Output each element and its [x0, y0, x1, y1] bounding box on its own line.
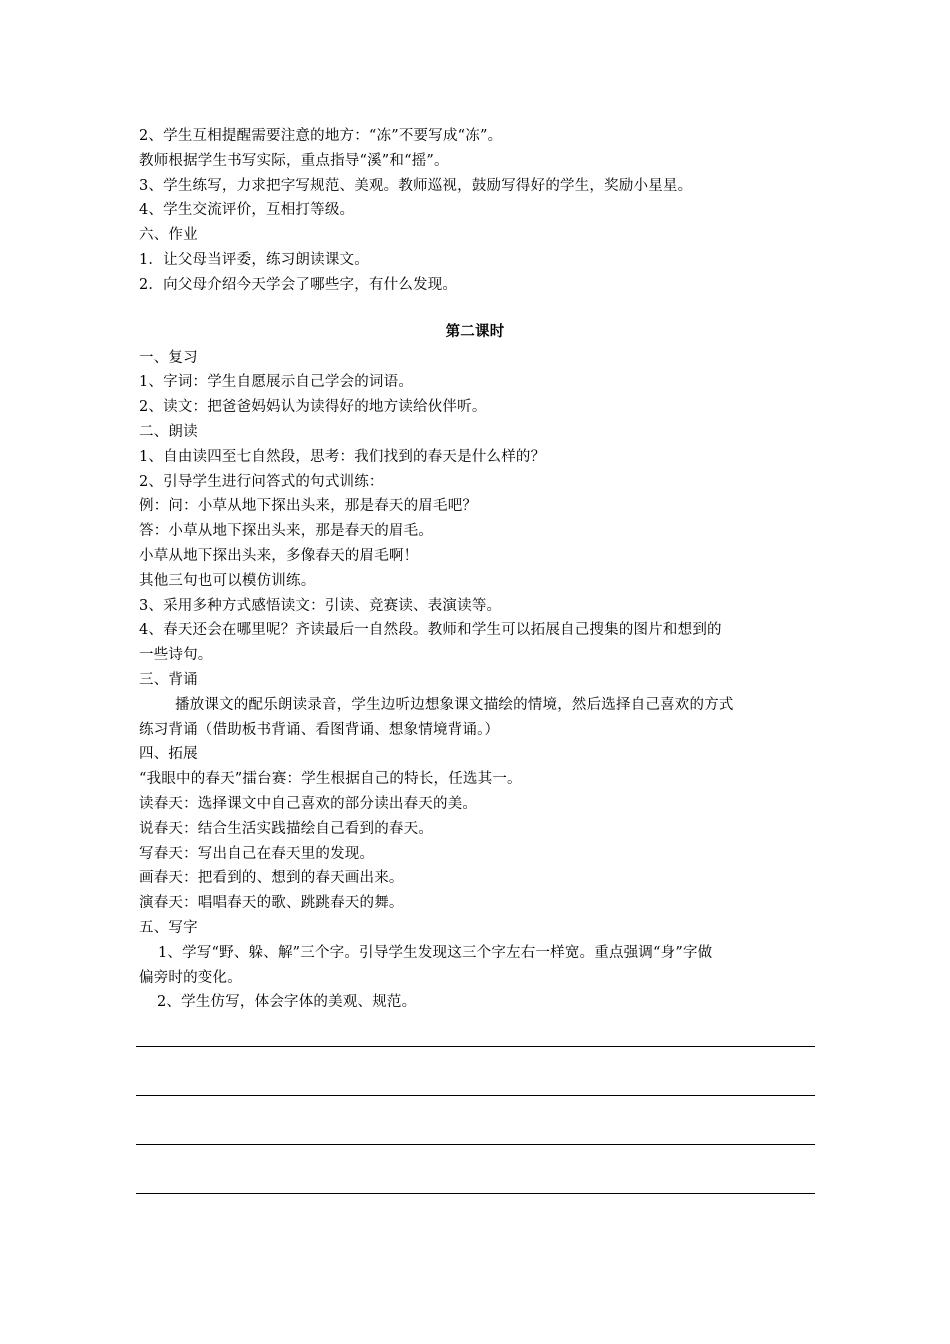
- text-line: 写春天：写出自己在春天里的发现。: [139, 845, 375, 862]
- text-line: 3、学生练写，力求把字写规范、美观。教师巡视，鼓励写得好的学生，奖励小星星。: [139, 177, 693, 194]
- text-line: 1．让父母当评委，练习朗读课文。: [139, 251, 369, 268]
- text-line: 1、学写“野、躲、解”三个字。引导学生发现这三个字左右一样宽。重点强调“身”字做: [158, 944, 713, 961]
- text-line: 其他三句也可以模仿训练。: [139, 572, 316, 589]
- writing-line: [136, 1193, 815, 1194]
- text-line: 答：小草从地下探出头来，那是春天的眉毛。: [139, 523, 433, 540]
- text-line: 3、采用多种方式感悟读文：引读、竞赛读、表演读等。: [139, 597, 502, 614]
- lesson-title: 第二课时: [445, 322, 505, 340]
- text-line: 4、春天还会在哪里呢？齐读最后一自然段。教师和学生可以拓展自己搜集的图片和想到的: [139, 622, 722, 639]
- text-line: 练习背诵（借助板书背诵、看图背诵、想象情境背诵。）: [139, 721, 500, 738]
- text-line: 画春天：把看到的、想到的春天画出来。: [139, 870, 404, 887]
- writing-line: [136, 1046, 815, 1047]
- text-line: 4、学生交流评价，互相打等级。: [139, 202, 355, 219]
- section-heading: 五、写字: [139, 919, 198, 936]
- text-line: “我眼中的春天”擂台赛：学生根据自己的特长，任选其一。: [139, 771, 522, 788]
- writing-line: [136, 1144, 815, 1145]
- section-heading: 二、朗读: [139, 423, 198, 440]
- text-line: 1、字词：学生自愿展示自己学会的词语。: [139, 374, 414, 391]
- text-line: 2．向父母介绍今天学会了哪些字，有什么发现。: [139, 276, 458, 293]
- section-heading: 六、作业: [139, 227, 198, 244]
- spacer: [139, 298, 819, 318]
- document-body: [139, 124, 819, 1015]
- text-line: 例：问：小草从地下探出头来，那是春天的眉毛吧？: [139, 498, 478, 515]
- text-line: 读春天：选择课文中自己喜欢的部分读出春天的美。: [139, 795, 478, 812]
- writing-lines: [136, 1046, 815, 1194]
- text-line: 2、读文：把爸爸妈妈认为读得好的地方读给伙伴听。: [139, 399, 487, 416]
- text-line: 2、学生仿写，体会字体的美观、规范。: [157, 994, 417, 1011]
- text-line: 1、自由读四至七自然段，思考：我们找到的春天是什么样的？: [139, 448, 546, 465]
- text-line: 2、引导学生进行问答式的句式训练：: [139, 473, 384, 490]
- section-heading: 三、背诵: [139, 671, 198, 688]
- text-line: 教师根据学生书写实际，重点指导“溪”和“摇”。: [139, 152, 449, 169]
- text-line: 播放课文的配乐朗读录音，学生边听边想象课文描绘的情境，然后选择自己喜欢的方式: [175, 696, 734, 713]
- section-heading: 四、拓展: [139, 746, 198, 763]
- text-line: 演春天：唱唱春天的歌、跳跳春天的舞。: [139, 895, 404, 912]
- text-line: 小草从地下探出头来，多像春天的眉毛啊！: [139, 547, 419, 564]
- text-line: 一些诗句。: [139, 647, 213, 664]
- writing-line: [136, 1095, 815, 1096]
- text-line: 偏旁时的变化。: [139, 969, 242, 986]
- text-line: 2、学生互相提醒需要注意的地方：“冻”不要写成“冻”。: [139, 128, 503, 144]
- text-line: 说春天：结合生活实践描绘自己看到的春天。: [139, 820, 433, 837]
- section-heading: 一、复习: [139, 349, 198, 366]
